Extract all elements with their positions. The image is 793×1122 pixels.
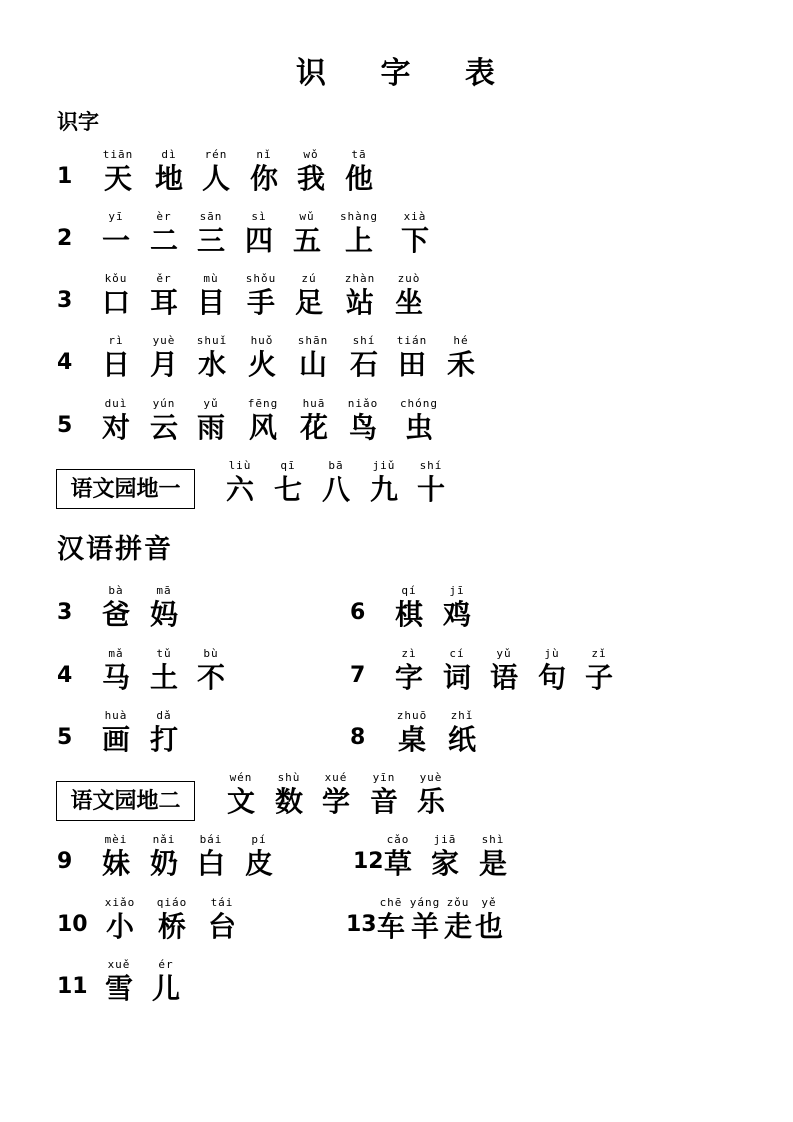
hanzi: 花	[299, 411, 328, 444]
pinyin: duì	[104, 397, 128, 410]
pinyin: zì	[401, 647, 417, 660]
hanzi: 皮	[244, 847, 273, 880]
pinyin: yuè	[419, 771, 443, 784]
pinyin: xuě	[107, 958, 131, 971]
pinyin: bù	[203, 647, 219, 660]
hanzi: 地	[154, 162, 183, 195]
pinyin: yī	[108, 210, 124, 223]
hanzi: 是	[478, 847, 507, 880]
lesson-number: 7	[350, 663, 366, 688]
hanzi: 妹	[101, 847, 130, 880]
hanzi: 儿	[151, 972, 180, 1005]
character-entry	[432, 709, 492, 757]
pinyin: jù	[544, 647, 560, 660]
hanzi: 也	[474, 910, 503, 943]
hanzi: 足	[294, 286, 323, 319]
hanzi: 八	[321, 473, 350, 506]
pinyin: dì	[161, 148, 177, 161]
pinyin: bái	[199, 833, 223, 846]
hanzi: 乐	[416, 785, 445, 818]
hanzi: 石	[349, 348, 378, 381]
lesson-number: 3	[57, 288, 73, 313]
pinyin: rén	[204, 148, 228, 161]
hanzi: 二	[149, 224, 178, 257]
hanzi: 草	[383, 847, 412, 880]
pinyin: shí	[352, 334, 376, 347]
pinyin: cí	[449, 647, 465, 660]
hanzi: 妈	[149, 598, 178, 631]
hanzi: 十	[416, 473, 445, 506]
lesson-number: 10	[57, 912, 88, 937]
hanzi: 耳	[149, 286, 178, 319]
pinyin: hé	[453, 334, 469, 347]
character-entry	[134, 709, 194, 757]
hanzi: 九	[369, 473, 398, 506]
hanzi: 六	[225, 473, 254, 506]
pinyin: wén	[229, 771, 253, 784]
pinyin: sì	[251, 210, 267, 223]
hanzi: 坐	[394, 286, 423, 319]
hanzi: 人	[201, 162, 230, 195]
pinyin: wǔ	[299, 210, 315, 223]
pinyin: yǔ	[203, 397, 219, 410]
lesson-number: 9	[57, 849, 73, 874]
hanzi: 子	[584, 661, 613, 694]
character-entry	[463, 833, 523, 881]
hanzi: 鸡	[442, 598, 471, 631]
pinyin: huā	[302, 397, 326, 410]
pinyin: mǎ	[108, 647, 124, 660]
pinyin: chē	[379, 896, 403, 909]
pinyin: chóng	[399, 397, 439, 410]
lesson-number: 5	[57, 413, 73, 438]
pinyin: shǒu	[245, 272, 277, 285]
pinyin: ér	[158, 958, 174, 971]
pinyin: xué	[324, 771, 348, 784]
section-heading-shizi: 识字	[57, 110, 99, 134]
character-entry	[569, 647, 629, 695]
pinyin: nǎi	[152, 833, 176, 846]
hanzi: 田	[397, 348, 426, 381]
pinyin: jiǔ	[372, 459, 396, 472]
hanzi: 山	[298, 348, 327, 381]
character-entry	[379, 272, 439, 320]
lesson-number: 5	[57, 725, 73, 750]
hanzi: 台	[207, 910, 236, 943]
pinyin: zhǐ	[450, 709, 474, 722]
pinyin: cǎo	[386, 833, 410, 846]
hanzi: 家	[430, 847, 459, 880]
character-entry	[427, 584, 487, 632]
pinyin: bā	[328, 459, 344, 472]
hanzi: 桥	[157, 910, 186, 943]
pinyin: mù	[203, 272, 219, 285]
lesson-number: 4	[57, 663, 73, 688]
hanzi: 月	[149, 348, 178, 381]
pinyin: tiān	[102, 148, 134, 161]
hanzi: 马	[101, 661, 130, 694]
pinyin: xiǎo	[104, 896, 136, 909]
hanzi: 字	[394, 661, 423, 694]
pinyin: shān	[297, 334, 329, 347]
hanzi: 桌	[397, 723, 426, 756]
hanzi: 火	[247, 348, 276, 381]
pinyin: liù	[228, 459, 252, 472]
hanzi: 三	[196, 224, 225, 257]
character-entry	[431, 334, 491, 382]
pinyin: tǔ	[156, 647, 172, 660]
pinyin: tián	[396, 334, 428, 347]
pinyin: shuǐ	[196, 334, 228, 347]
hanzi: 画	[101, 723, 130, 756]
pinyin: tái	[210, 896, 234, 909]
character-entry	[181, 397, 241, 445]
hanzi: 棋	[394, 598, 423, 631]
character-entry	[90, 896, 150, 944]
pinyin: yě	[481, 896, 497, 909]
hanzi: 目	[196, 286, 225, 319]
pinyin: zú	[301, 272, 317, 285]
pinyin: shù	[277, 771, 301, 784]
hanzi: 爸	[101, 598, 130, 631]
pinyin: yún	[152, 397, 176, 410]
pinyin: zhuō	[396, 709, 428, 722]
hanzi: 鸟	[348, 411, 377, 444]
hanzi: 打	[149, 723, 178, 756]
hanzi: 下	[400, 224, 429, 257]
pinyin: èr	[156, 210, 172, 223]
pinyin: zǐ	[591, 647, 607, 660]
pinyin: shì	[481, 833, 505, 846]
hanzi: 白	[196, 847, 225, 880]
hanzi: 水	[197, 348, 226, 381]
hanzi: 文	[226, 785, 255, 818]
pinyin: shàng	[339, 210, 379, 223]
hanzi: 奶	[149, 847, 178, 880]
section-heading-pinyin: 汉语拼音	[57, 534, 173, 565]
hanzi: 站	[345, 286, 374, 319]
lesson-number: 1	[57, 164, 73, 189]
pinyin: jiā	[433, 833, 457, 846]
pinyin: nǐ	[256, 148, 272, 161]
pinyin: bà	[108, 584, 124, 597]
hanzi: 他	[344, 162, 373, 195]
hanzi: 四	[244, 224, 273, 257]
hanzi: 你	[249, 162, 278, 195]
pinyin: yuè	[152, 334, 176, 347]
pinyin: ěr	[156, 272, 172, 285]
page-title: 识 字 表	[296, 56, 517, 91]
hanzi: 云	[149, 411, 178, 444]
character-entry	[181, 647, 241, 695]
pinyin: niǎo	[347, 397, 379, 410]
pinyin: qī	[280, 459, 296, 472]
lesson-number: 4	[57, 350, 73, 375]
yuwen-yuandi-label: 语文园地一	[56, 469, 195, 509]
hanzi: 雨	[196, 411, 225, 444]
hanzi: 走	[443, 910, 472, 943]
character-entry	[333, 397, 393, 445]
lesson-number: 2	[57, 226, 73, 251]
pinyin: huǒ	[250, 334, 274, 347]
pinyin: qiáo	[156, 896, 188, 909]
pinyin: kǒu	[104, 272, 128, 285]
hanzi: 一	[101, 224, 130, 257]
character-entry	[385, 210, 445, 258]
pinyin: huà	[104, 709, 128, 722]
hanzi: 禾	[446, 348, 475, 381]
pinyin: mā	[156, 584, 172, 597]
lesson-number: 12	[353, 849, 384, 874]
lesson-number: 6	[350, 600, 366, 625]
pinyin: jī	[449, 584, 465, 597]
pinyin: wǒ	[303, 148, 319, 161]
hanzi: 纸	[447, 723, 476, 756]
pinyin: yīn	[372, 771, 396, 784]
pinyin: rì	[108, 334, 124, 347]
hanzi: 风	[248, 411, 277, 444]
character-entry	[329, 210, 389, 258]
hanzi: 我	[296, 162, 325, 195]
pinyin: zuò	[397, 272, 421, 285]
pinyin: shí	[419, 459, 443, 472]
yuwen-yuandi-label: 语文园地二	[56, 781, 195, 821]
character-entry	[192, 896, 252, 944]
hanzi: 土	[149, 661, 178, 694]
hanzi: 上	[344, 224, 373, 257]
hanzi: 日	[101, 348, 130, 381]
hanzi: 词	[442, 661, 471, 694]
character-entry	[401, 459, 461, 507]
pinyin: dǎ	[156, 709, 172, 722]
hanzi: 音	[369, 785, 398, 818]
pinyin: fēng	[247, 397, 279, 410]
character-entry	[329, 148, 389, 196]
hanzi: 手	[246, 286, 275, 319]
hanzi: 虫	[404, 411, 433, 444]
hanzi: 羊	[410, 910, 439, 943]
character-entry	[401, 771, 461, 819]
pinyin: qí	[401, 584, 417, 597]
pinyin: sān	[199, 210, 223, 223]
hanzi: 口	[101, 286, 130, 319]
character-entry	[277, 210, 337, 258]
lesson-number: 13	[346, 912, 377, 937]
pinyin: zhàn	[344, 272, 376, 285]
character-entry	[134, 584, 194, 632]
hanzi: 五	[292, 224, 321, 257]
hanzi: 对	[101, 411, 130, 444]
pinyin: yǔ	[496, 647, 512, 660]
character-entry	[389, 397, 449, 445]
lesson-number: 8	[350, 725, 366, 750]
pinyin: zǒu	[446, 896, 470, 909]
hanzi: 小	[105, 910, 134, 943]
hanzi: 不	[196, 661, 225, 694]
pinyin: tā	[351, 148, 367, 161]
hanzi: 车	[376, 910, 405, 943]
pinyin: mèi	[104, 833, 128, 846]
character-entry	[459, 896, 519, 944]
hanzi: 学	[321, 785, 350, 818]
hanzi: 语	[489, 661, 518, 694]
hanzi: 七	[273, 473, 302, 506]
hanzi: 雪	[104, 972, 133, 1005]
character-entry	[229, 833, 289, 881]
character-entry	[136, 958, 196, 1006]
pinyin: xià	[403, 210, 427, 223]
lesson-number: 3	[57, 600, 73, 625]
lesson-number: 11	[57, 974, 88, 999]
hanzi: 数	[274, 785, 303, 818]
hanzi: 句	[537, 661, 566, 694]
hanzi: 天	[103, 162, 132, 195]
pinyin: pí	[251, 833, 267, 846]
pinyin: yáng	[409, 896, 441, 909]
